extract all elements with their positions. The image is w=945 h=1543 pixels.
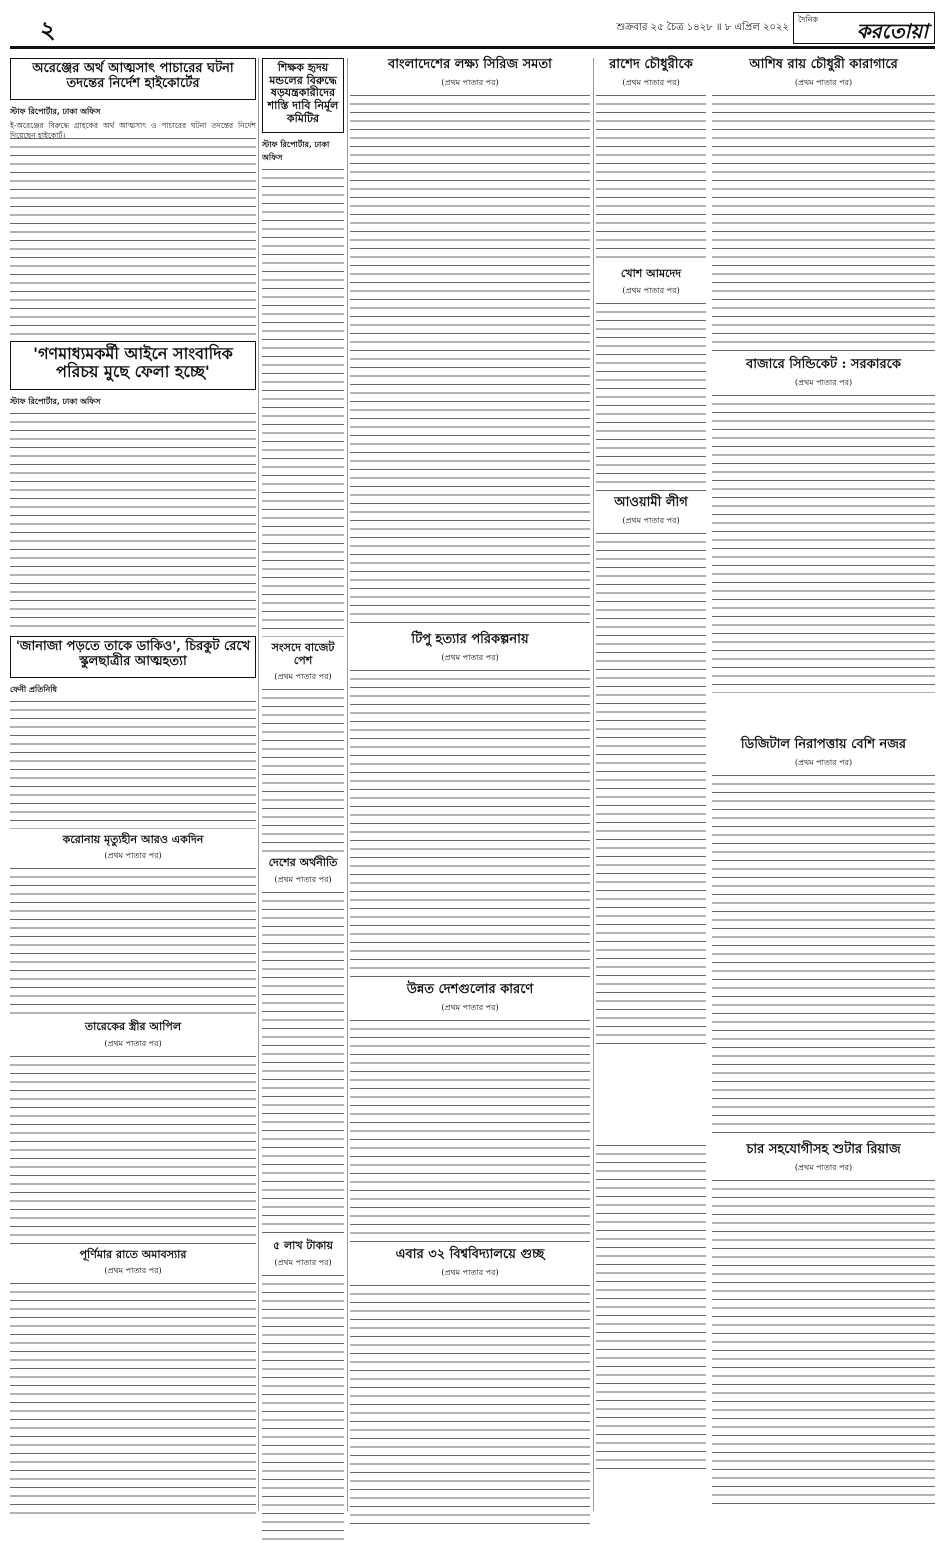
headline: 'গণমাধ্যমকর্মী আইনে সাংবাদিক পরিচয় মুছে ফেলা হচ্ছে' bbox=[33, 343, 233, 382]
byline: ফেনী প্রতিনিধি bbox=[10, 683, 58, 694]
headline: অরেঞ্জের অর্থ আত্মসাৎ পাচারের ঘটনা তদন্তের নির্দেশ হাইকোর্টের bbox=[32, 61, 234, 91]
headline: ৫ লাখ টাকায় bbox=[273, 1239, 333, 1253]
byline: স্টাফ রিপোর্টার, ঢাকা অফিস bbox=[10, 105, 101, 116]
logo-name: করতোয়া bbox=[856, 19, 928, 43]
headline: চার সহযোগীসহ শুটার রিয়াজ bbox=[746, 1142, 901, 1157]
continued-label: (প্রথম পাতার পর) bbox=[104, 1266, 162, 1276]
article-body bbox=[10, 1054, 256, 1244]
continued-label: (প্রথম পাতার পর) bbox=[622, 285, 680, 295]
headline: পূর্ণিমার রাতে অমাবস্যার bbox=[79, 1247, 187, 1261]
headline: উন্নত দেশগুলোর কারণে bbox=[406, 981, 534, 997]
story-journalist-law bbox=[10, 341, 256, 390]
headline: বাংলাদেশের লক্ষ্য সিরিজ সমতা bbox=[388, 57, 552, 72]
lead-text: ই-অরেঞ্জের বিরুদ্ধে গ্রাহকের অর্থ আত্মসাৎ ও পাচারের ঘটনা তদন্তের নির্দেশ দিয়েছেন হাইকোর্ট। bbox=[10, 120, 256, 140]
headline: আওয়ামী লীগ bbox=[614, 494, 688, 510]
column-divider bbox=[258, 58, 259, 1511]
article-body bbox=[262, 687, 344, 852]
article-body bbox=[596, 301, 706, 491]
article-body bbox=[262, 167, 344, 637]
story-student-suicide bbox=[10, 636, 256, 678]
article-body bbox=[10, 411, 256, 631]
date-line: শুক্রবার ২৫ চৈত্র ১৪২৮ ॥ ৮ এপ্রিল ২০২২ bbox=[616, 22, 789, 33]
logo-small-text: দৈনিক bbox=[798, 15, 819, 24]
story-shooter-riaz bbox=[712, 1143, 935, 1513]
headline: রাশেদ চৌধুরীকে bbox=[609, 57, 693, 72]
continued-label: (প্রথম পাতার পর) bbox=[794, 77, 853, 87]
article-body bbox=[350, 1283, 590, 1528]
headline: তারেকের স্ত্রীর আপিল bbox=[84, 1020, 182, 1034]
headline: টিপু হত্যার পরিকল্পনায় bbox=[411, 631, 529, 647]
article-body bbox=[10, 136, 256, 336]
article-body bbox=[596, 531, 706, 1051]
article-body bbox=[712, 93, 935, 353]
continued-label: (প্রথম পাতার পর) bbox=[441, 1002, 499, 1012]
headline: দেশের অর্থনীতি bbox=[268, 856, 338, 870]
headline: খোশ আমদেদ bbox=[620, 266, 682, 280]
continued-label: (প্রথম পাতার পর) bbox=[441, 77, 499, 87]
continued-label: (প্রথম পাতার পর) bbox=[104, 1038, 162, 1048]
column-2 bbox=[262, 58, 344, 1511]
byline: স্টাফ রিপোর্টার, ঢাকা অফিস bbox=[10, 395, 101, 406]
headline: এবার ৩২ বিশ্ববিদ্যালয়ে গুচ্ছ bbox=[395, 1246, 545, 1262]
story-rashed-chowdhury bbox=[596, 58, 706, 1056]
headline: আশিষ রায় চৌধুরী কারাগারে bbox=[749, 57, 898, 72]
headline: বাজারে সিন্ডিকেট : সরকারকে bbox=[745, 356, 902, 372]
continued-label: (প্রথম পাতার পর) bbox=[794, 377, 853, 387]
column-4 bbox=[596, 58, 935, 1511]
article-body bbox=[350, 1018, 590, 1243]
article-body bbox=[350, 668, 590, 978]
headline: করোনায় মৃত্যুহীন আরও একদিন bbox=[62, 832, 204, 846]
masthead-rule bbox=[10, 46, 935, 49]
column-divider bbox=[593, 58, 594, 1511]
continued-label: (প্রথম পাতার পর) bbox=[441, 1267, 499, 1277]
article-body bbox=[350, 93, 590, 628]
continued-label: (প্রথম পাতার পর) bbox=[274, 875, 332, 885]
story-hridoy-mondal bbox=[262, 58, 344, 133]
article-body bbox=[712, 393, 935, 693]
continued-label: (প্রথম পাতার পর) bbox=[441, 652, 499, 662]
continued-label: (প্রথম পাতার পর) bbox=[274, 672, 332, 682]
article-body bbox=[712, 773, 935, 1133]
article-body bbox=[262, 890, 344, 1235]
headline: 'জানাজা পড়তে তাকে ডাকিও', চিরকুট রেখে স্কুলছাত্রীর আত্মহত্যা bbox=[15, 638, 251, 669]
story-shooter-riaz-left bbox=[596, 1143, 706, 1478]
article-body bbox=[10, 699, 256, 829]
continued-label: (প্রথম পাতার পর) bbox=[794, 1162, 853, 1172]
article-body bbox=[10, 866, 256, 1016]
page-number: ২ bbox=[40, 15, 56, 44]
story-digital-security bbox=[712, 738, 935, 1138]
column-3 bbox=[350, 58, 590, 1511]
headline: সংসদে বাজেট পেশ bbox=[271, 641, 335, 667]
article-body bbox=[10, 1281, 256, 1521]
continued-label: (প্রথম পাতার পর) bbox=[274, 1257, 332, 1267]
article-body bbox=[712, 1178, 935, 1508]
story-orange bbox=[10, 58, 256, 100]
headline: শিক্ষক হৃদয় মন্ডলের বিরুদ্ধে ষড়যন্ত্রকারীদের শাস্তি দাবি নির্মূল কমিটির bbox=[267, 61, 339, 125]
story-ashish-roy bbox=[712, 58, 935, 698]
column-1 bbox=[10, 58, 256, 1511]
continued-label: (প্রথম পাতার পর) bbox=[794, 757, 853, 767]
continued-label: (প্রথম পাতার পর) bbox=[104, 851, 162, 861]
continued-label: (প্রথম পাতার পর) bbox=[622, 515, 680, 525]
article-body bbox=[262, 1273, 344, 1543]
article-body bbox=[596, 1143, 706, 1473]
column-divider bbox=[347, 58, 348, 1511]
newspaper-logo bbox=[793, 12, 935, 44]
continued-label: (প্রথম পাতার পর) bbox=[622, 77, 680, 87]
byline: স্টাফ রিপোর্টার, ঢাকা অফিস bbox=[262, 139, 330, 163]
headline: ডিজিটাল নিরাপত্তায় বেশি নজর bbox=[740, 737, 907, 752]
article-body bbox=[596, 93, 706, 263]
